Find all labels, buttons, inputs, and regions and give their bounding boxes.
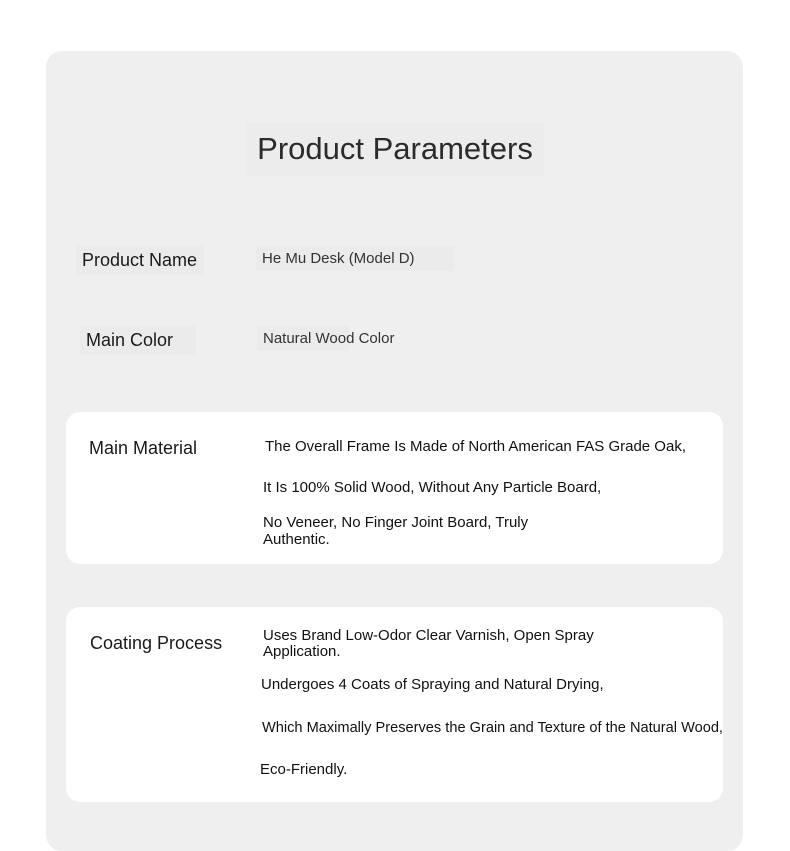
main-material-line-2: It Is 100% Solid Wood, Without Any Particle Board, — [263, 479, 602, 496]
main-material-label: Main Material — [89, 438, 198, 458]
coating-process-line-3: Undergoes 4 Coats of Spraying and Natural Drying, — [261, 676, 604, 693]
coating-process-line-2: Application. — [263, 643, 341, 660]
product-name-label: Product Name — [76, 246, 204, 275]
main-color-label: Main Color — [80, 326, 196, 355]
coating-process-label: Coating Process — [90, 633, 223, 653]
coating-process-line-4: Which Maximally Preserves the Grain and Texture of the Natural Wood, — [262, 720, 723, 736]
coating-process-line-5: Eco-Friendly. — [260, 761, 348, 778]
page-title: Product Parameters — [246, 122, 544, 176]
main-material-line-4: Authentic. — [263, 531, 330, 548]
coating-process-line-1: Uses Brand Low-Odor Clear Varnish, Open Spray — [263, 627, 594, 644]
product-name-value: He Mu Desk (Model D) — [256, 246, 454, 271]
main-material-line-1: The Overall Frame Is Made of North American FAS Grade Oak, — [265, 438, 686, 455]
main-color-value: Natural Wood Color — [257, 326, 349, 351]
main-material-line-3: No Veneer, No Finger Joint Board, Truly — [263, 514, 529, 531]
